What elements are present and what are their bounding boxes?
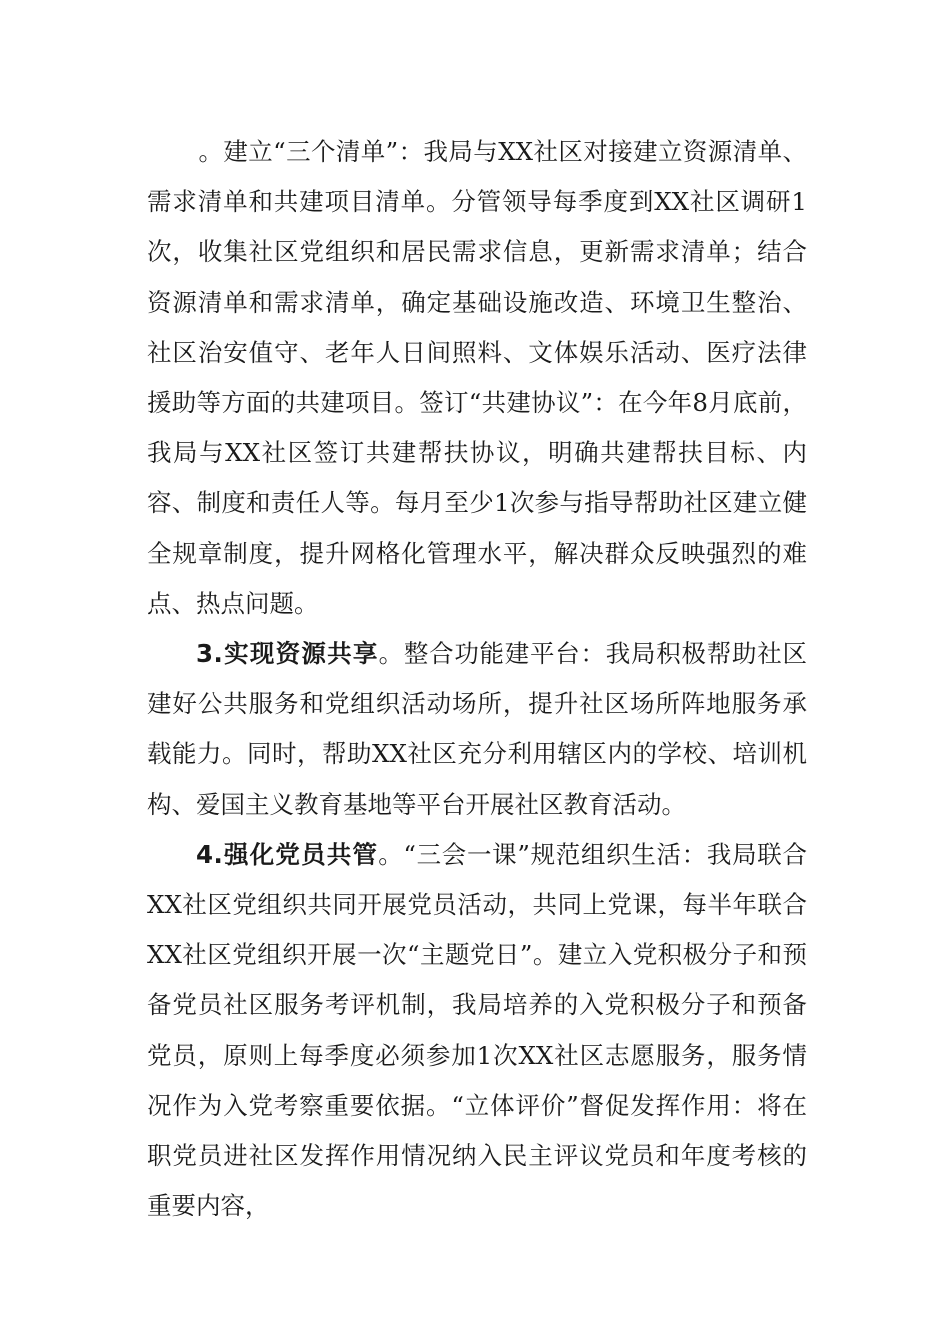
paragraph-text: 。整合功能建平台：我局积极帮助社区建好公共服务和党组织活动场所，提升社区场所阵地服务承载能力。同时，帮助XX社区充分利用辖区内的学校、培训机构、爱国主义教育基地等平台开展社区教育活动。: [147, 639, 808, 819]
paragraph-party-member-management: [147, 830, 807, 1232]
document-body: [147, 127, 807, 1231]
section-heading-4: 4.强化党员共管: [196, 839, 379, 869]
paragraph-resource-sharing: [147, 629, 807, 830]
paragraph-text: 。建立“三个清单”：我局与XX社区对接建立资源清单、需求清单和共建项目清单。分管领导每季度到XX社区调研1次，收集社区党组织和居民需求信息，更新需求清单；结合资源清单和需求清单，确定基础设施改造、环境卫生整治、社区治安值守、老年人日间照料、文体娱乐活动、医疗法律援助等方面的共建项目。签订“共建协议”：在今年8月底前，我局与XX社区签订共建帮扶协议，明确共建帮扶目标、内容、制度和责任人等。每月至少1次参与指导帮助社区建立健全规章制度，提升网格化管理水平，解决群众反映强烈的难点、热点问题。: [147, 137, 807, 618]
paragraph-resource-lists: [147, 127, 807, 629]
paragraph-text: 。“三会一课”规范组织生活：我局联合XX社区党组织共同开展党员活动，共同上党课，每半年联合XX社区党组织开展一次“主题党日”。建立入党积极分子和预备党员社区服务考评机制，我局培养的入党积极分子和预备党员，原则上每季度必须参加1次XX社区志愿服务，服务情况作为入党考察重要依据。“立体评价”督促发挥作用：将在职党员进社区发挥作用情况纳入民主评议党员和年度考核的重要内容，: [147, 839, 807, 1221]
section-heading-3: 3.实现资源共享: [196, 639, 379, 669]
